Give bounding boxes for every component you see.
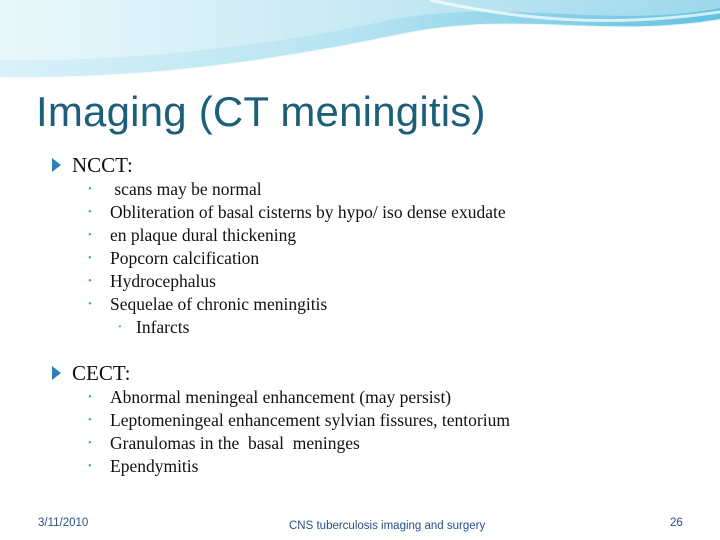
list-item: • Hydrocephalus (88, 271, 216, 291)
section-heading-ncct (52, 152, 692, 178)
bullet-dot-icon: • (118, 321, 122, 333)
bullet-dot-icon: • (88, 183, 92, 195)
bullet-dot-icon: • (88, 206, 92, 218)
triangle-bullet-icon (52, 366, 61, 380)
slide-number: 26 (670, 517, 683, 529)
footer-date: 3/11/2010 (38, 517, 89, 529)
bullet-dot-icon: • (88, 391, 92, 403)
section-heading-cect (52, 360, 692, 386)
section-heading-label: NCCT: (72, 153, 133, 177)
section-spacer (52, 339, 692, 358)
footer-caption: CNS tuberculosis imaging and surgery (289, 520, 486, 532)
bullet-dot-icon: • (88, 414, 92, 426)
list-item: • Popcorn calcification (88, 248, 260, 268)
list-item: • Granulomas in the basal meninges (88, 433, 360, 453)
slide-body (52, 150, 692, 478)
list-item: • Sequelae of chronic meningitis (88, 294, 328, 314)
ncct-bullet-list (52, 178, 692, 339)
section-heading-label: CECT: (72, 361, 131, 385)
bullet-dot-icon: • (88, 275, 92, 287)
slide-title: Imaging (CT meningitis) (36, 88, 486, 135)
bullet-dot-icon: • (88, 298, 92, 310)
list-item: • Ependymitis (88, 456, 199, 476)
sub-list-item: • Infarcts (118, 317, 190, 337)
list-item: • Obliteration of basal cisterns by hypo/ iso dense exudate (88, 202, 506, 222)
list-item: • scans may be normal (88, 179, 262, 199)
list-item: • Leptomeningeal enhancement sylvian fissures, tentorium (88, 410, 510, 430)
bullet-dot-icon: • (88, 252, 92, 264)
bullet-dot-icon: • (88, 437, 92, 449)
triangle-bullet-icon (52, 158, 61, 172)
bullet-dot-icon: • (88, 229, 92, 241)
cect-bullet-list (52, 386, 692, 478)
list-item: • Abnormal meningeal enhancement (may persist) (88, 387, 452, 407)
bullet-dot-icon: • (88, 460, 92, 472)
list-item: • en plaque dural thickening (88, 225, 297, 245)
header-wave-decoration (0, 0, 720, 90)
